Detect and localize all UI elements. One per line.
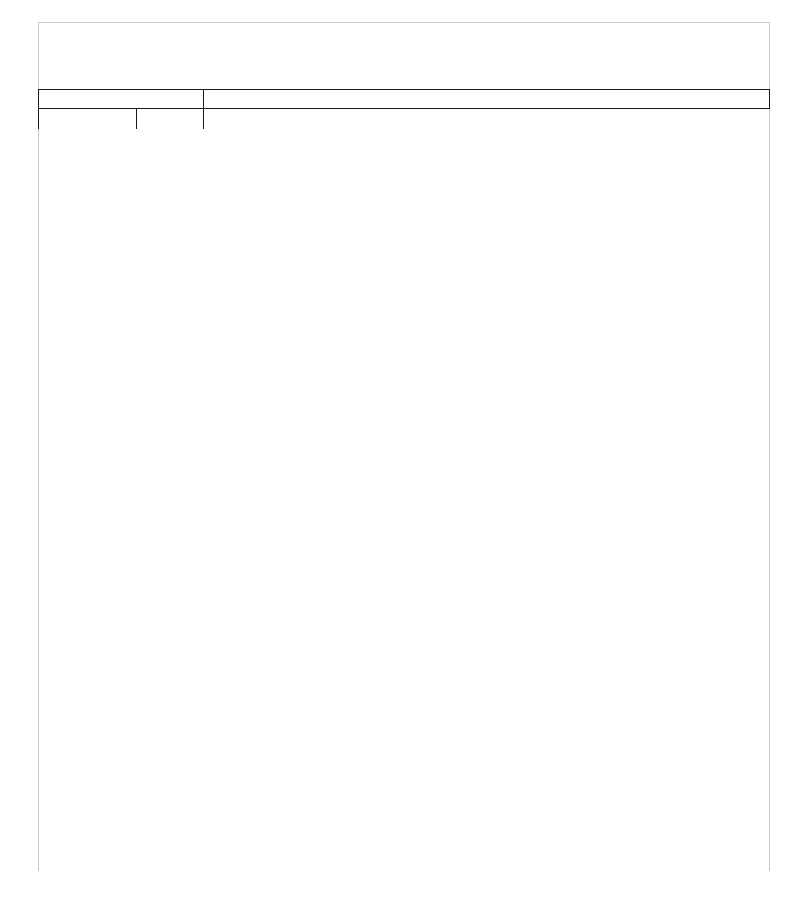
length-group-header bbox=[204, 90, 770, 109]
age-group-header bbox=[39, 90, 204, 109]
height-norms-table bbox=[38, 89, 770, 129]
year-month-header bbox=[39, 109, 137, 130]
table-frame bbox=[38, 22, 770, 871]
month-header bbox=[137, 109, 204, 130]
